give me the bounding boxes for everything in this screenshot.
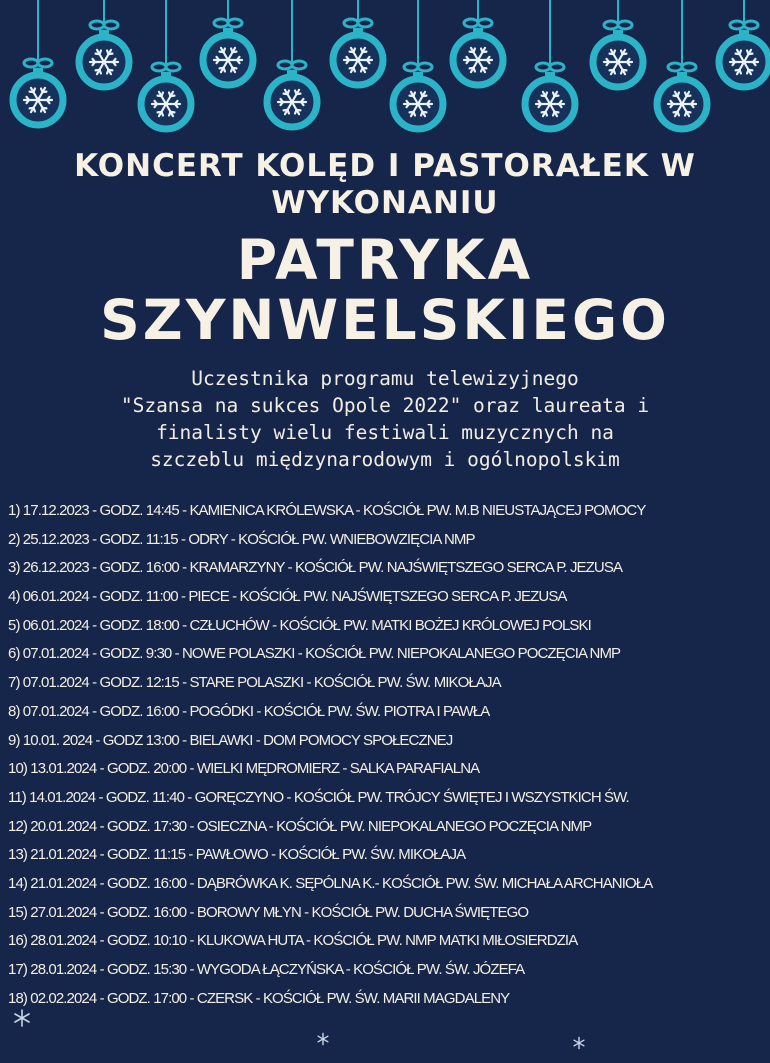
list-item: 6) 07.01.2024 - GODZ. 9:30 - NOWE POLASZKI - KOŚCIÓŁ PW. NIEPOKALANEGO POCZĘCIA NMP [8, 645, 621, 663]
list-item: 5) 06.01.2024 - GODZ. 18:00 - CZŁUCHÓW - KOŚCIÓŁ PW. MATKI BOŻEJ KRÓLOWEJ POLSKI [8, 616, 591, 634]
list-item: 3) 26.12.2023 - GODZ. 16:00 - KRAMARZYNY - KOŚCIÓŁ PW. NAJŚWIĘTSZEGO SERCA P. JEZUSA [8, 559, 623, 577]
list-item: 4) 06.01.2024 - GODZ. 11:00 - PIECE - KOŚCIÓŁ PW. NAJŚWIĘTSZEGO SERCA P. JEZUSA [8, 588, 567, 606]
subtitle-line-3: finalisty wielu festiwali muzycznych na [156, 421, 614, 444]
snowflake-bauble-icon [393, 0, 443, 129]
snowflake-bauble-icon [453, 0, 503, 85]
list-item: 17) 28.01.2024 - GODZ. 15:30 - WYGODA ŁĄCZYŃSKA - KOŚCIÓŁ PW. ŚW. JÓZEFA [8, 961, 525, 978]
title-line-2: WYKONANIU [271, 185, 499, 221]
snowflake-bauble-icon [657, 0, 707, 129]
snowflake-icon [12, 1008, 32, 1028]
list-item: 9) 10.01. 2024 - GODZ 13:00 - BIELAWKI - DOM POMOCY SPOŁECZNEJ [8, 731, 453, 749]
list-item: 1) 17.12.2023 - GODZ. 14:45 - KAMIENICA KRÓLEWSKA - KOŚCIÓŁ PW. M.B NIEUSTAJĄCEJ POMOCY [8, 502, 646, 519]
snowflake-bauble-icon [203, 0, 253, 85]
list-item: 7) 07.01.2024 - GODZ. 12:15 - STARE POLASZKI - KOŚCIÓŁ PW. ŚW. MIKOŁAJA [8, 674, 501, 692]
subtitle-line-2: "Szansa na sukces Opole 2022" oraz laureata i [120, 394, 650, 417]
subtitle-line-4: szczeblu międzynarodowym i ogólnopolskim [150, 448, 620, 471]
snowflake-bauble-icon [719, 0, 769, 87]
performer-first-name: PATRYKA [236, 228, 534, 292]
list-item: 13) 21.01.2024 - GODZ. 11:15 - PAWŁOWO - KOŚCIÓŁ PW. ŚW. MIKOŁAJA [8, 846, 466, 864]
list-item: 10) 13.01.2024 - GODZ. 20:00 - WIELKI MĘDROMIERZ - SALKA PARAFIALNA [8, 760, 480, 778]
snowflake-bauble-icon [333, 0, 383, 85]
list-item: 14) 21.01.2024 - GODZ. 16:00 - DĄBRÓWKA K. SĘPÓLNA K.- KOŚCIÓŁ PW. ŚW. MICHAŁA ARCHANIOŁA [8, 874, 653, 892]
concert-schedule [8, 497, 768, 1013]
ornament-garland [0, 0, 770, 150]
snowflake-bauble-icon [593, 0, 643, 87]
snowflake-bauble-icon [267, 0, 317, 127]
subtitle-line-1: Uczestnika programu telewizyjnego [191, 367, 579, 390]
snowflake-icon [572, 1036, 586, 1050]
title-line-1: KONCERT KOLĘD I PASTORAŁEK W [74, 148, 696, 184]
list-item: 18) 02.02.2024 - GODZ. 17:00 - CZERSK - KOŚCIÓŁ PW. ŚW. MARII MAGDALENY [8, 989, 510, 1007]
performer-last-name: SZYNWELSKIEGO [100, 288, 670, 352]
list-item: 15) 27.01.2024 - GODZ. 16:00 - BOROWY MŁYN - KOŚCIÓŁ PW. DUCHA ŚWIĘTEGO [8, 903, 529, 921]
list-item: 11) 14.01.2024 - GODZ. 11:40 - GORĘCZYNO - KOŚCIÓŁ PW. TRÓJCY ŚWIĘTEJ I WSZYSTKICH ŚW. [8, 788, 629, 806]
list-item: 8) 07.01.2024 - GODZ. 16:00 - POGÓDKI - KOŚCIÓŁ PW. ŚW. PIOTRA I PAWŁA [8, 702, 490, 720]
list-item: 16) 28.01.2024 - GODZ. 10:10 - KLUKOWA HUTA - KOŚCIÓŁ PW. NMP MATKI MIŁOSIERDZIA [8, 932, 578, 950]
snowflake-bauble-icon [13, 0, 63, 125]
list-item: 2) 25.12.2023 - GODZ. 11:15 - ODRY - KOŚCIÓŁ PW. WNIEBOWZIĘCIA NMP [8, 530, 475, 548]
snowflake-bauble-icon [79, 0, 129, 87]
list-item: 12) 20.01.2024 - GODZ. 17:30 - OSIECZNA - KOŚCIÓŁ PW. NIEPOKALANEGO POCZĘCIA NMP [8, 817, 592, 835]
snowflake-bauble-icon [141, 0, 191, 129]
snowflake-icon [316, 1032, 330, 1046]
snowflake-bauble-icon [525, 0, 575, 129]
